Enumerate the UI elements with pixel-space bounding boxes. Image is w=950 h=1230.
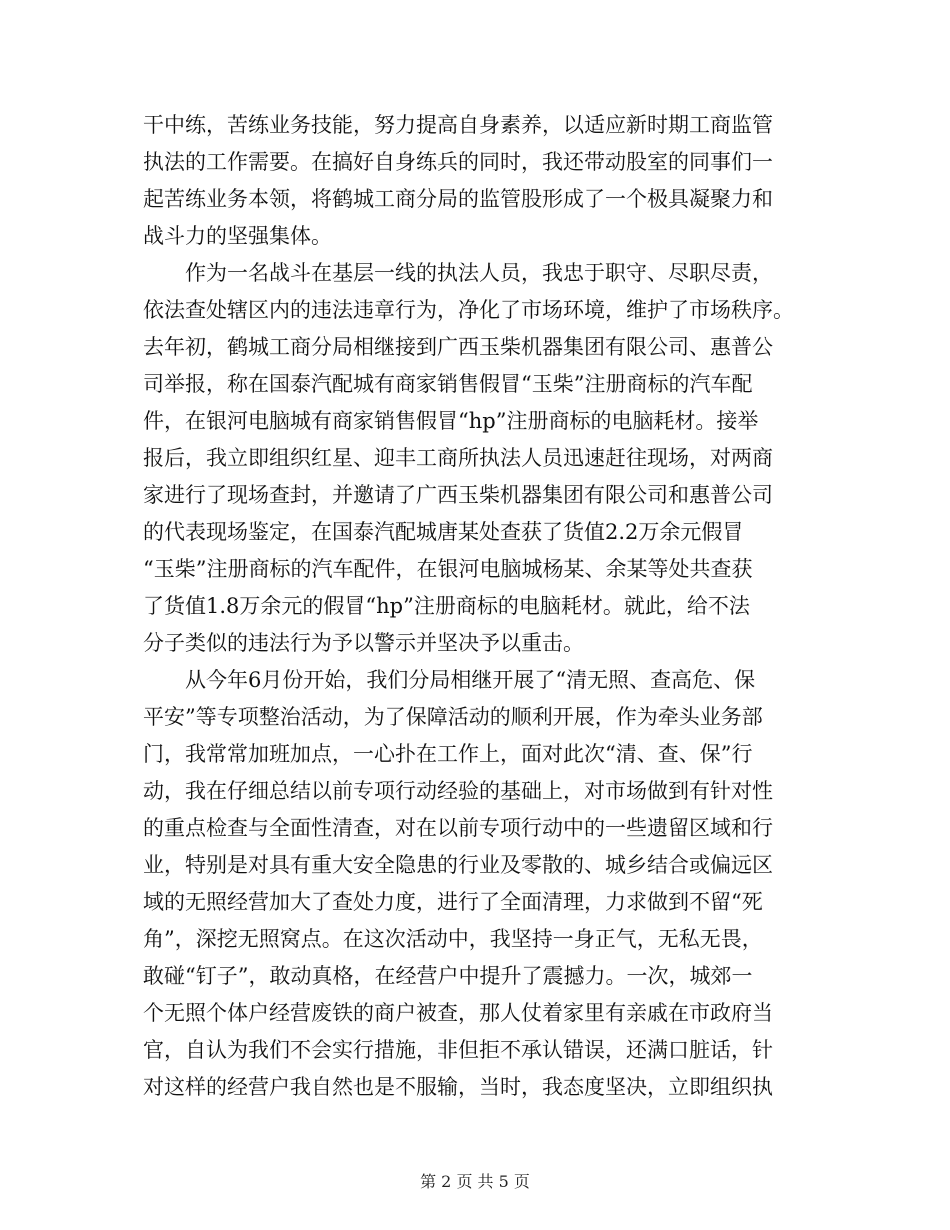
- page-footer: 第 2 页 共 5 页: [420, 1172, 530, 1191]
- text-line: 平安”等专项整治活动，为了保障活动的顺利开展，作为牵头业务部: [143, 705, 763, 729]
- text-line: 司举报，称在国泰汽配城有商家销售假冒“玉柴”注册商标的汽车配: [143, 372, 753, 396]
- text-line: 家进行了现场查封，并邀请了广西玉柴机器集团有限公司和惠普公司: [143, 483, 773, 507]
- text-line: 作为一名战斗在基层一线的执法人员，我忠于职守、尽职尽责，: [143, 261, 773, 285]
- text-line: 报后，我立即组织红星、迎丰工商所执法人员迅速赶往现场，对两商: [143, 446, 773, 470]
- text-line: 分子类似的违法行为予以警示并坚决予以重击。: [143, 631, 584, 655]
- text-line: 的重点检查与全面性清查，对在以前专项行动中的一些遗留区域和行: [143, 816, 773, 840]
- text-line: 依法查处辖区内的违法违章行为，净化了市场环境，维护了市场秩序。: [143, 298, 794, 322]
- text-line: 战斗力的坚强集体。: [143, 224, 332, 248]
- text-line: 去年初，鹤城工商分局相继接到广西玉柴机器集团有限公司、惠普公: [143, 335, 773, 359]
- text-line: 件，在银河电脑城有商家销售假冒“hp”注册商标的电脑耗材。接举: [143, 409, 759, 433]
- text-line: 从今年6月份开始，我们分局相继开展了“清无照、查高危、保: [143, 668, 756, 692]
- text-line: 敢碰“钉子”，敢动真格，在经营户中提升了震撼力。一次，城郊一: [143, 964, 753, 988]
- text-line: 执法的工作需要。在搞好自身练兵的同时，我还带动股室的同事们一: [143, 150, 773, 174]
- text-line: 业，特别是对具有重大安全隐患的行业及零散的、城乡结合或偏远区: [143, 853, 773, 877]
- text-line: 干中练，苦练业务技能，努力提高自身素养，以适应新时期工商监管: [143, 113, 773, 137]
- text-line: 个无照个体户经营废铁的商户被查，那人仗着家里有亲戚在市政府当: [143, 1001, 773, 1025]
- text-line: 动，我在仔细总结以前专项行动经验的基础上，对市场做到有针对性: [143, 779, 773, 803]
- text-line: 对这样的经营户我自然也是不服输，当时，我态度坚决，立即组织执: [143, 1075, 773, 1099]
- text-line: 角”，深挖无照窝点。在这次活动中，我坚持一身正气，无私无畏，: [143, 927, 763, 951]
- text-line: 的代表现场鉴定，在国泰汽配城唐某处查获了货值2.2万余元假冒: [143, 520, 744, 544]
- text-line: 域的无照经营加大了查处力度，进行了全面清理，力求做到不留“死: [143, 890, 763, 914]
- text-line: 门，我常常加班加点，一心扑在工作上，面对此次“清、查、保”行: [143, 742, 753, 766]
- text-line: 起苦练业务本领，将鹤城工商分局的监管股形成了一个极具凝聚力和: [143, 187, 773, 211]
- text-line: “玉柴”注册商标的汽车配件，在银河电脑城杨某、余某等处共查获: [143, 557, 753, 581]
- text-line: 了货值1.8万余元的假冒“hp”注册商标的电脑耗材。就此，给不法: [143, 594, 750, 618]
- text-line: 官，自认为我们不会实行措施，非但拒不承认错误，还满口脏话，针: [143, 1038, 773, 1062]
